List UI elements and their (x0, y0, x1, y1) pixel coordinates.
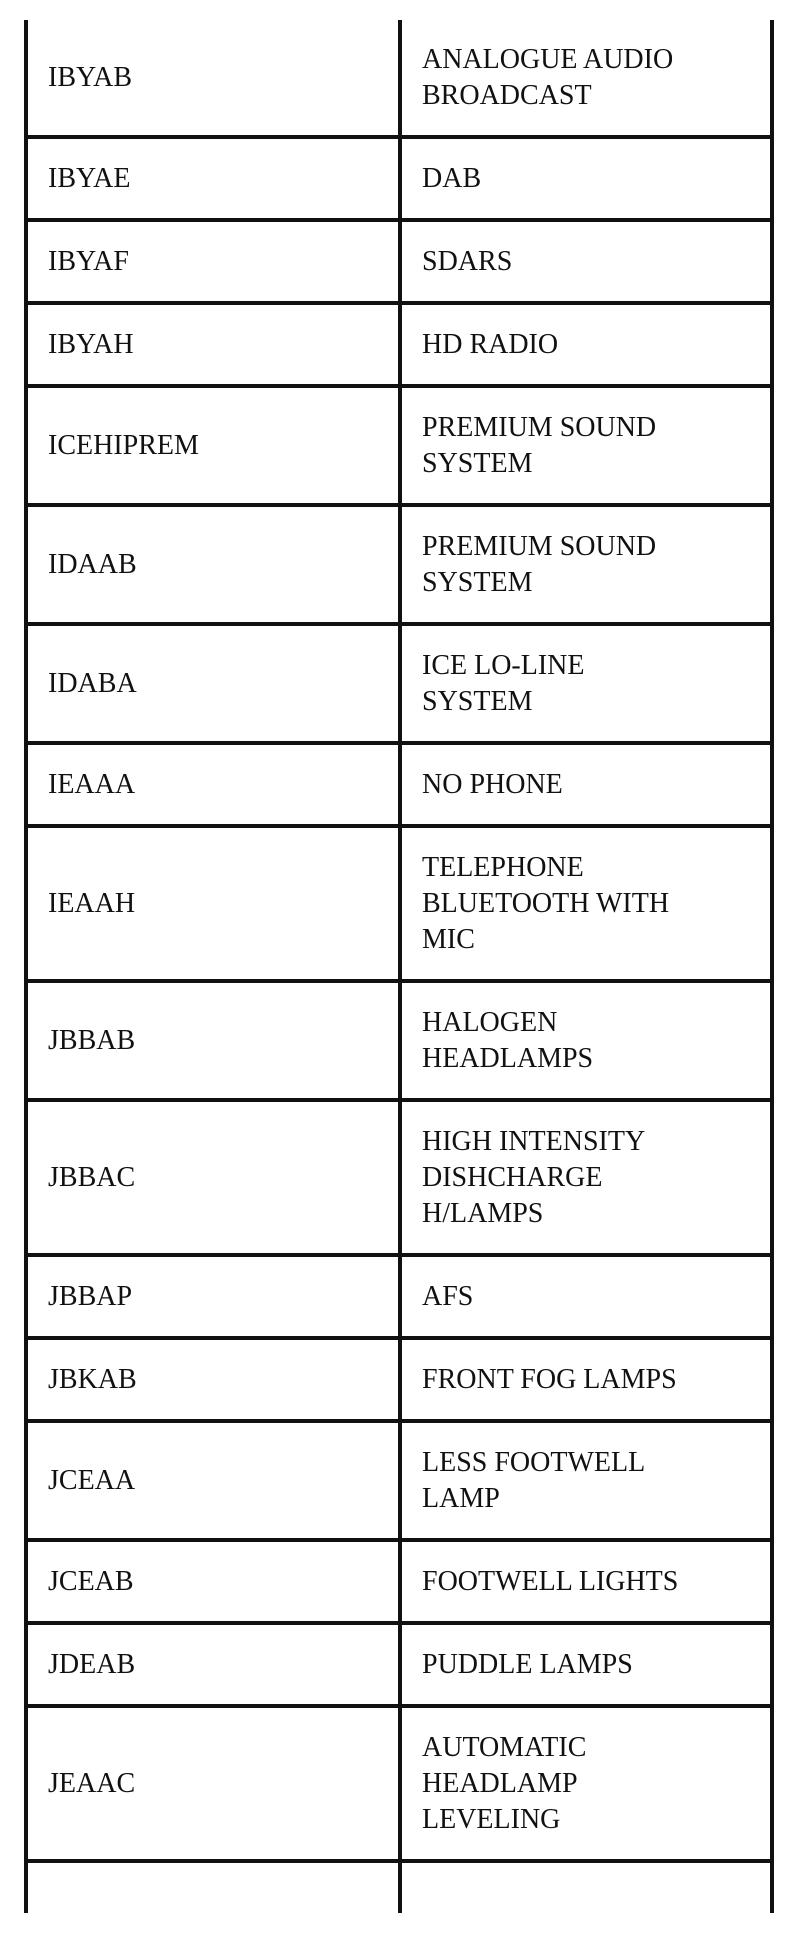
option-code-cell: JBKAB (26, 1338, 400, 1421)
table-row (26, 1255, 772, 1338)
table-row (26, 505, 772, 624)
option-code-cell: IBYAH (26, 303, 400, 386)
option-code-cell: IDAAB (26, 505, 400, 624)
table-row (26, 137, 772, 220)
option-description-cell: ICE LO-LINE SYSTEM (400, 624, 772, 743)
option-description-cell: SDARS (400, 220, 772, 303)
option-description-cell: LESS FOOTWELL LAMP (400, 1421, 772, 1540)
option-description-cell: AUTOMATIC HEADLAMP LEVELING (400, 1706, 772, 1861)
option-code-table (24, 20, 774, 1913)
option-code-cell: IEAAH (26, 826, 400, 981)
table-row (26, 303, 772, 386)
table-row (26, 20, 772, 137)
table-row (26, 1338, 772, 1421)
option-description-cell: PREMIUM SOUND SYSTEM (400, 505, 772, 624)
option-code-cell: JEAAC (26, 1706, 400, 1861)
table-row (26, 386, 772, 505)
table-row (26, 981, 772, 1100)
empty-cell (26, 1861, 400, 1913)
option-code-cell: IBYAF (26, 220, 400, 303)
table-row (26, 1706, 772, 1861)
table-row (26, 1100, 772, 1255)
option-code-cell: JDEAB (26, 1623, 400, 1706)
option-code-cell: IBYAB (26, 20, 400, 137)
table-row (26, 1540, 772, 1623)
option-description-cell: TELEPHONE BLUETOOTH WITH MIC (400, 826, 772, 981)
option-code-cell: JCEAB (26, 1540, 400, 1623)
option-description-cell: DAB (400, 137, 772, 220)
table-row (26, 743, 772, 826)
option-code-cell: JBBAB (26, 981, 400, 1100)
table-row (26, 220, 772, 303)
option-code-cell: IDABA (26, 624, 400, 743)
empty-cell (400, 1861, 772, 1913)
option-code-cell: IEAAA (26, 743, 400, 826)
table-row (26, 826, 772, 981)
table-row-continuation (26, 1861, 772, 1913)
option-description-cell: FRONT FOG LAMPS (400, 1338, 772, 1421)
option-description-cell: NO PHONE (400, 743, 772, 826)
table-row (26, 1421, 772, 1540)
option-description-cell: PUDDLE LAMPS (400, 1623, 772, 1706)
option-code-cell: JBBAP (26, 1255, 400, 1338)
option-description-cell: HD RADIO (400, 303, 772, 386)
option-code-cell: JCEAA (26, 1421, 400, 1540)
table-row (26, 624, 772, 743)
option-description-cell: FOOTWELL LIGHTS (400, 1540, 772, 1623)
option-description-cell: ANALOGUE AUDIO BROADCAST (400, 20, 772, 137)
option-description-cell: HIGH INTENSITY DISHCHARGE H/LAMPS (400, 1100, 772, 1255)
option-code-cell: ICEHIPREM (26, 386, 400, 505)
option-description-cell: HALOGEN HEADLAMPS (400, 981, 772, 1100)
option-description-cell: AFS (400, 1255, 772, 1338)
table-row (26, 1623, 772, 1706)
option-description-cell: PREMIUM SOUND SYSTEM (400, 386, 772, 505)
option-code-cell: JBBAC (26, 1100, 400, 1255)
option-code-cell: IBYAE (26, 137, 400, 220)
